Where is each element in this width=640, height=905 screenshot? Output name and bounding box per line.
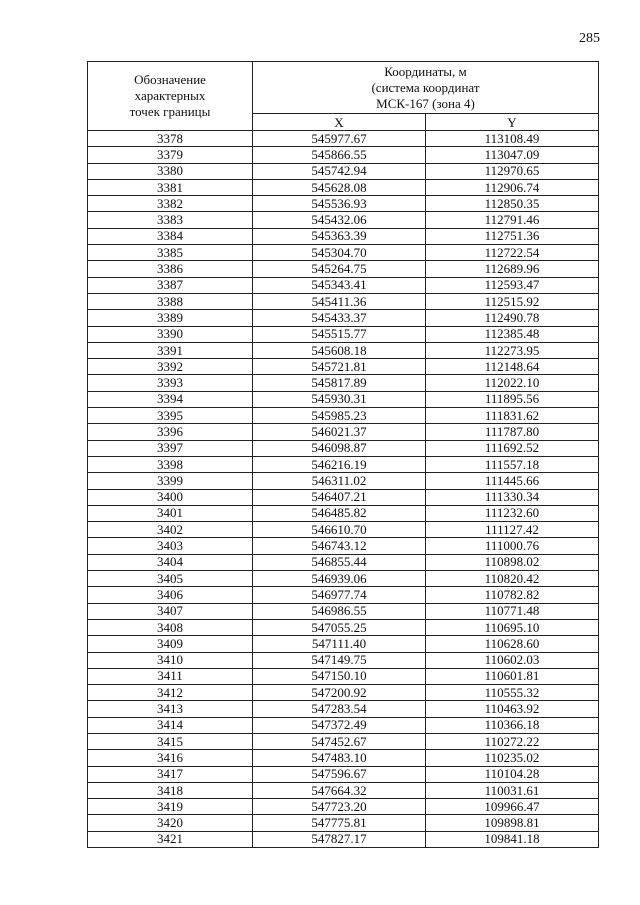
y-coordinate-cell: 111000.76 [426, 538, 599, 554]
header-line: характерных [134, 88, 206, 103]
point-id-cell: 3394 [88, 391, 253, 407]
y-coordinate-cell: 111557.18 [426, 456, 599, 472]
x-coordinate-cell: 547150.10 [253, 668, 426, 684]
point-id-cell: 3388 [88, 293, 253, 309]
y-coordinate-cell: 110628.60 [426, 636, 599, 652]
y-coordinate-cell: 111692.52 [426, 440, 599, 456]
y-coordinate-cell: 112722.54 [426, 245, 599, 261]
y-coordinate-cell: 112273.95 [426, 342, 599, 358]
point-id-cell: 3387 [88, 277, 253, 293]
x-coordinate-cell: 547200.92 [253, 685, 426, 701]
y-coordinate-cell: 111330.34 [426, 489, 599, 505]
point-id-cell: 3414 [88, 717, 253, 733]
x-coordinate-cell: 545411.36 [253, 293, 426, 309]
table-row [88, 163, 599, 179]
y-column-header: Y [426, 114, 599, 131]
table-row [88, 717, 599, 733]
y-coordinate-cell: 111232.60 [426, 505, 599, 521]
x-coordinate-cell: 546485.82 [253, 505, 426, 521]
table-row [88, 489, 599, 505]
y-coordinate-cell: 110235.02 [426, 750, 599, 766]
point-id-cell: 3391 [88, 342, 253, 358]
y-coordinate-cell: 110463.92 [426, 701, 599, 717]
x-coordinate-cell: 545515.77 [253, 326, 426, 342]
y-coordinate-cell: 110601.81 [426, 668, 599, 684]
header-line: (система координат [371, 79, 480, 95]
table-row [88, 668, 599, 684]
header-line: точек границы [129, 104, 211, 119]
x-coordinate-cell: 546977.74 [253, 587, 426, 603]
x-coordinate-cell: 547596.67 [253, 766, 426, 782]
y-coordinate-cell: 110782.82 [426, 587, 599, 603]
point-id-cell: 3415 [88, 733, 253, 749]
y-coordinate-cell: 112970.65 [426, 163, 599, 179]
table-row [88, 636, 599, 652]
y-coordinate-cell: 111895.56 [426, 391, 599, 407]
page-number: 285 [579, 31, 600, 46]
x-coordinate-cell: 545721.81 [253, 359, 426, 375]
x-coordinate-cell: 545304.70 [253, 245, 426, 261]
y-coordinate-cell: 110820.42 [426, 571, 599, 587]
y-coordinate-cell: 109966.47 [426, 799, 599, 815]
point-id-cell: 3400 [88, 489, 253, 505]
point-id-cell: 3405 [88, 571, 253, 587]
point-id-cell: 3410 [88, 652, 253, 668]
header-line: Обозначение [134, 72, 206, 87]
table-row [88, 831, 599, 847]
coordinates-header [253, 62, 599, 114]
point-id-cell: 3392 [88, 359, 253, 375]
point-id-cell: 3399 [88, 473, 253, 489]
x-coordinate-cell: 546743.12 [253, 538, 426, 554]
y-coordinate-cell: 110272.22 [426, 733, 599, 749]
x-coordinate-cell: 545977.67 [253, 131, 426, 147]
table-row [88, 538, 599, 554]
point-id-cell: 3412 [88, 685, 253, 701]
point-id-cell: 3413 [88, 701, 253, 717]
x-coordinate-cell: 547452.67 [253, 733, 426, 749]
table-row [88, 261, 599, 277]
table-row [88, 424, 599, 440]
table-row [88, 342, 599, 358]
x-coordinate-cell: 546855.44 [253, 554, 426, 570]
x-coordinate-cell: 547283.54 [253, 701, 426, 717]
table-row [88, 619, 599, 635]
y-coordinate-cell: 112593.47 [426, 277, 599, 293]
x-coordinate-cell: 547664.32 [253, 782, 426, 798]
point-id-cell: 3393 [88, 375, 253, 391]
x-coordinate-cell: 547111.40 [253, 636, 426, 652]
y-coordinate-cell: 112906.74 [426, 179, 599, 195]
x-column-header: X [253, 114, 426, 131]
x-coordinate-cell: 546021.37 [253, 424, 426, 440]
y-coordinate-cell: 112689.96 [426, 261, 599, 277]
x-coordinate-cell: 545432.06 [253, 212, 426, 228]
point-id-cell: 3409 [88, 636, 253, 652]
point-id-cell: 3416 [88, 750, 253, 766]
y-coordinate-cell: 112148.64 [426, 359, 599, 375]
table-row [88, 326, 599, 342]
point-id-cell: 3378 [88, 131, 253, 147]
x-coordinate-cell: 545866.55 [253, 147, 426, 163]
table-row [88, 456, 599, 472]
x-coordinate-cell: 545628.08 [253, 179, 426, 195]
x-coordinate-cell: 546939.06 [253, 571, 426, 587]
point-id-cell: 3411 [88, 668, 253, 684]
point-id-cell: 3396 [88, 424, 253, 440]
table-row [88, 359, 599, 375]
table-row [88, 131, 599, 147]
y-coordinate-cell: 112850.35 [426, 196, 599, 212]
y-coordinate-cell: 109841.18 [426, 831, 599, 847]
x-coordinate-cell: 545817.89 [253, 375, 426, 391]
point-id-cell: 3379 [88, 147, 253, 163]
point-id-cell: 3401 [88, 505, 253, 521]
x-coordinate-cell: 546216.19 [253, 456, 426, 472]
point-id-cell: 3404 [88, 554, 253, 570]
point-id-cell: 3406 [88, 587, 253, 603]
x-coordinate-cell: 546610.70 [253, 522, 426, 538]
y-coordinate-cell: 112751.36 [426, 228, 599, 244]
x-coordinate-cell: 546407.21 [253, 489, 426, 505]
point-id-cell: 3398 [88, 456, 253, 472]
y-coordinate-cell: 110555.32 [426, 685, 599, 701]
table-row [88, 505, 599, 521]
table-row [88, 766, 599, 782]
table-row [88, 391, 599, 407]
table-row [88, 733, 599, 749]
x-coordinate-cell: 545608.18 [253, 342, 426, 358]
table-row [88, 701, 599, 717]
point-id-cell: 3390 [88, 326, 253, 342]
table-row [88, 815, 599, 831]
table-row [88, 375, 599, 391]
y-coordinate-cell: 112022.10 [426, 375, 599, 391]
table-body [88, 131, 599, 848]
x-coordinate-cell: 545433.37 [253, 310, 426, 326]
table-row [88, 522, 599, 538]
x-coordinate-cell: 547372.49 [253, 717, 426, 733]
point-id-cell: 3417 [88, 766, 253, 782]
y-coordinate-cell: 110898.02 [426, 554, 599, 570]
table-row [88, 196, 599, 212]
x-coordinate-cell: 545536.93 [253, 196, 426, 212]
table-row [88, 652, 599, 668]
point-id-cell: 3381 [88, 179, 253, 195]
x-coordinate-cell: 547723.20 [253, 799, 426, 815]
x-coordinate-cell: 545343.41 [253, 277, 426, 293]
point-id-cell: 3403 [88, 538, 253, 554]
point-id-cell: 3389 [88, 310, 253, 326]
y-coordinate-cell: 113108.49 [426, 131, 599, 147]
table-row [88, 782, 599, 798]
table-row [88, 228, 599, 244]
x-coordinate-cell: 545985.23 [253, 408, 426, 424]
x-coordinate-cell: 546311.02 [253, 473, 426, 489]
y-coordinate-cell: 111787.80 [426, 424, 599, 440]
coordinates-table [87, 61, 599, 848]
x-coordinate-cell: 547055.25 [253, 619, 426, 635]
point-id-cell: 3382 [88, 196, 253, 212]
table-row [88, 179, 599, 195]
table-row [88, 750, 599, 766]
point-designation-header [88, 62, 253, 131]
point-id-cell: 3420 [88, 815, 253, 831]
x-coordinate-cell: 547483.10 [253, 750, 426, 766]
point-id-cell: 3407 [88, 603, 253, 619]
point-id-cell: 3383 [88, 212, 253, 228]
point-id-cell: 3380 [88, 163, 253, 179]
table-row [88, 277, 599, 293]
x-coordinate-cell: 546098.87 [253, 440, 426, 456]
y-coordinate-cell: 112385.48 [426, 326, 599, 342]
table-row [88, 310, 599, 326]
point-id-cell: 3408 [88, 619, 253, 635]
x-coordinate-cell: 545363.39 [253, 228, 426, 244]
point-id-cell: 3384 [88, 228, 253, 244]
y-coordinate-cell: 111445.66 [426, 473, 599, 489]
y-coordinate-cell: 110104.28 [426, 766, 599, 782]
table-row [88, 571, 599, 587]
point-id-cell: 3385 [88, 245, 253, 261]
y-coordinate-cell: 113047.09 [426, 147, 599, 163]
point-id-cell: 3418 [88, 782, 253, 798]
y-coordinate-cell: 110031.61 [426, 782, 599, 798]
header-line: Координаты, м [384, 63, 467, 79]
point-id-cell: 3402 [88, 522, 253, 538]
y-coordinate-cell: 112791.46 [426, 212, 599, 228]
y-coordinate-cell: 109898.81 [426, 815, 599, 831]
point-id-cell: 3386 [88, 261, 253, 277]
x-coordinate-cell: 547149.75 [253, 652, 426, 668]
point-id-cell: 3395 [88, 408, 253, 424]
table-row [88, 440, 599, 456]
table-row [88, 554, 599, 570]
table-row [88, 147, 599, 163]
header-line: МСК-167 (зона 4) [376, 95, 475, 111]
table-row [88, 685, 599, 701]
x-coordinate-cell: 547775.81 [253, 815, 426, 831]
y-coordinate-cell: 112490.78 [426, 310, 599, 326]
y-coordinate-cell: 110695.10 [426, 619, 599, 635]
table-row [88, 799, 599, 815]
y-coordinate-cell: 110602.03 [426, 652, 599, 668]
table-row [88, 408, 599, 424]
y-coordinate-cell: 112515.92 [426, 293, 599, 309]
x-coordinate-cell: 547827.17 [253, 831, 426, 847]
point-id-cell: 3421 [88, 831, 253, 847]
y-coordinate-cell: 111831.62 [426, 408, 599, 424]
x-coordinate-cell: 545930.31 [253, 391, 426, 407]
y-coordinate-cell: 110366.18 [426, 717, 599, 733]
table-row [88, 587, 599, 603]
table-row [88, 603, 599, 619]
table-row [88, 473, 599, 489]
point-id-cell: 3419 [88, 799, 253, 815]
y-coordinate-cell: 110771.48 [426, 603, 599, 619]
x-coordinate-cell: 545742.94 [253, 163, 426, 179]
x-coordinate-cell: 546986.55 [253, 603, 426, 619]
x-coordinate-cell: 545264.75 [253, 261, 426, 277]
table-row [88, 293, 599, 309]
point-id-cell: 3397 [88, 440, 253, 456]
y-coordinate-cell: 111127.42 [426, 522, 599, 538]
table-row [88, 245, 599, 261]
table-row [88, 212, 599, 228]
